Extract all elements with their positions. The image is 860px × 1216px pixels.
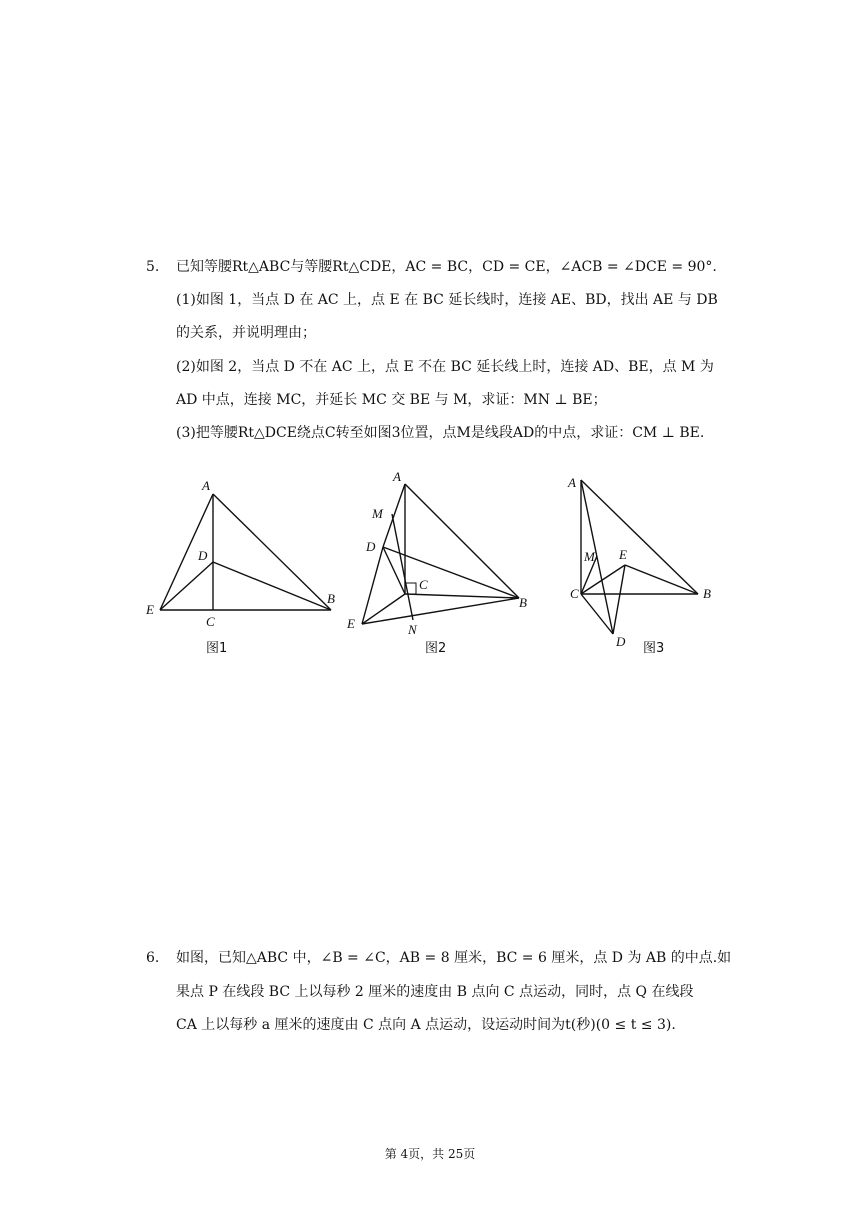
figure-segment: [383, 484, 405, 547]
figure-segment: [581, 480, 698, 594]
question-5-line-6: (3)把等腰Rt△DCE绕点C转至如图3位置，点M是线段AD的中点，求证：CM ⊥ BE.: [176, 425, 705, 441]
fig2-label-N: N: [408, 622, 417, 637]
fig1-label-B: B: [327, 591, 335, 606]
fig2-label-M: M: [372, 506, 383, 521]
fig3-label-A: A: [568, 475, 576, 490]
question-5-line-3: 的关系，并说明理由；: [176, 325, 316, 341]
fig1-label-C: C: [206, 614, 215, 629]
question-5-line-4: (2)如图 2，当点 D 不在 AC 上，点 E 不在 BC 延长线上时，连接 AD、BE，点 M 为: [176, 359, 714, 375]
figure-segment: [613, 565, 625, 634]
figure-segment: [213, 494, 331, 610]
fig2-label-A: A: [393, 469, 401, 484]
figure-segment: [160, 562, 213, 610]
figure-segment: [362, 547, 383, 624]
fig3-label-M: M: [584, 549, 595, 564]
figure-segment: [625, 565, 698, 594]
question-6-number: 6.: [146, 950, 160, 966]
question-5-line-2: (1)如图 1，当点 D 在 AC 上，点 E 在 BC 延长线时，连接 AE、BD，找出 AE 与 DB: [176, 292, 718, 308]
figure-segment: [405, 594, 519, 598]
fig3-label-D: D: [616, 634, 626, 649]
figure-segment: [392, 514, 413, 620]
fig1-caption: 图1: [206, 641, 228, 656]
question-6-line-1: 如图，已知△ABC 中，∠B = ∠C，AB = 8 厘米，BC = 6 厘米，点 D 为 AB 的中点.如: [176, 950, 732, 966]
question-5-line-5: AD 中点，连接 MC，并延长 MC 交 BE 与 M，求证：MN ⊥ BE；: [176, 392, 607, 408]
figure-segment: [213, 562, 331, 610]
question-5-line-1: 已知等腰Rt△ABC与等腰Rt△CDE，AC = BC，CD = CE，∠ACB = ∠DCE = 90°.: [176, 259, 717, 275]
page-footer: 第 4页，共 25页: [384, 1147, 476, 1161]
question-6-line-2: 果点 P 在线段 BC 上以每秒 2 厘米的速度由 B 点向 C 点运动，同时，点 Q 在线段: [176, 984, 694, 1000]
fig2-caption: 图2: [425, 641, 447, 656]
fig2-label-C: C: [419, 577, 428, 592]
figure-1-lines: [160, 494, 331, 610]
figure-3-lines: [581, 480, 698, 634]
fig1-label-A: A: [202, 478, 210, 493]
figure-2-lines: [362, 484, 519, 624]
fig2-label-E: E: [347, 616, 355, 631]
fig3-label-C: C: [570, 586, 579, 601]
fig2-label-D: D: [366, 539, 376, 554]
figure-segment: [362, 598, 519, 624]
fig1-label-E: E: [146, 602, 154, 617]
fig3-caption: 图3: [643, 641, 665, 656]
fig3-label-B: B: [703, 586, 711, 601]
fig1-label-D: D: [198, 548, 208, 563]
fig2-label-B: B: [519, 595, 527, 610]
fig3-label-E: E: [619, 547, 627, 562]
question-5-number: 5.: [146, 259, 160, 275]
question-6-line-3: CA 上以每秒 a 厘米的速度由 C 点向 A 点运动，设运动时间为t(秒)(0 ≤ t ≤ 3).: [176, 1017, 676, 1033]
